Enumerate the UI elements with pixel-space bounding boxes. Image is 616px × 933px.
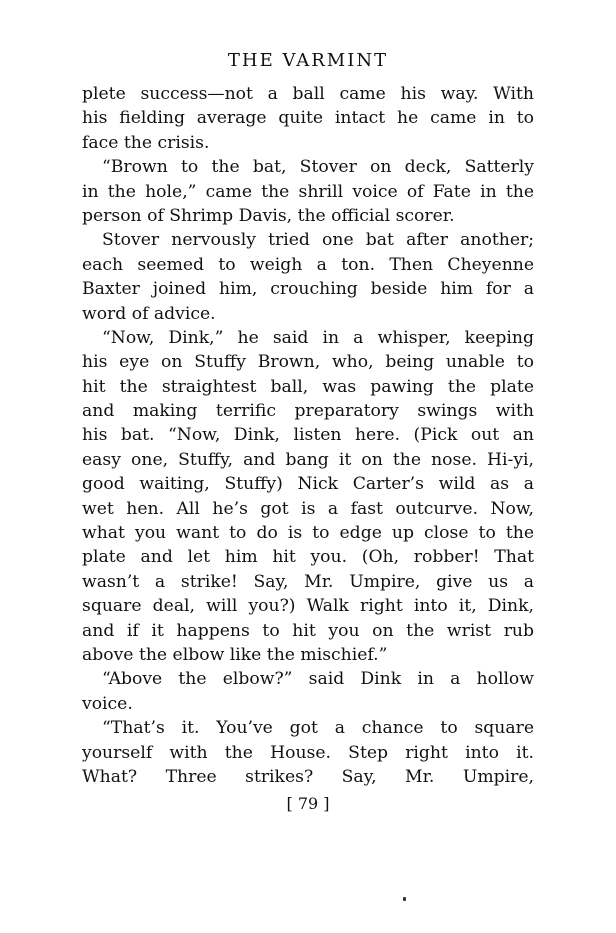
text-line: Stover nervously tried one bat after another; — [102, 230, 534, 251]
text-line: each seemed to weigh a ton. Then Cheyenne — [82, 254, 534, 275]
text-line: and making terrific preparatory swings with — [82, 401, 534, 422]
print-speck — [403, 897, 406, 901]
text-line: easy one, Stuffy, and bang it on the nose. Hi-yi, — [82, 449, 534, 470]
text-line: yourself with the House. Step right into it. — [82, 742, 534, 763]
page-number: [ 79 ] — [286, 794, 330, 813]
paragraph — [82, 326, 534, 667]
text-line: wasn’t a strike! Say, Mr. Umpire, give us a — [82, 571, 534, 592]
text-line: square deal, will you?) Walk right into it, Dink, — [82, 596, 534, 617]
body-text — [82, 82, 534, 789]
paragraph — [82, 155, 534, 228]
text-line: plete success—not a ball came his way. With — [82, 84, 534, 104]
text-line: “Now, Dink,” he said in a whisper, keeping — [102, 327, 534, 348]
text-line: voice. — [82, 693, 133, 714]
text-line: “Above the elbow?” said Dink in a hollow — [102, 669, 534, 690]
paragraph — [82, 82, 534, 155]
text-line: “That’s it. You’ve got a chance to square — [102, 718, 534, 739]
text-line: good waiting, Stuffy) Nick Carter’s wild as a — [82, 474, 534, 495]
text-line: Baxter joined him, crouching beside him for a — [82, 279, 534, 300]
text-line: his fielding average quite intact he came in to — [82, 108, 534, 129]
paragraph — [82, 716, 534, 789]
text-line: “Brown to the bat, Stover on deck, Satterly — [102, 157, 534, 178]
text-line: and if it happens to hit you on the wrist rub — [82, 620, 534, 641]
text-line: what you want to do is to edge up close to the — [82, 523, 534, 544]
text-line: hit the straightest ball, was pawing the plate — [82, 376, 534, 397]
text-line: wet hen. All he’s got is a fast outcurve. Now, — [82, 498, 534, 519]
text-line: his bat. “Now, Dink, listen here. (Pick out an — [82, 425, 534, 446]
text-line: in the hole,” came the shrill voice of Fate in the — [82, 181, 534, 202]
text-line: What? Three strikes? Say, Mr. Umpire, — [82, 766, 534, 787]
text-line: plate and let him hit you. (Oh, robber! That — [82, 547, 534, 568]
paragraph — [82, 667, 534, 716]
text-line: person of Shrimp Davis, the official scorer. — [82, 205, 455, 226]
running-head: THE VARMINT — [227, 50, 389, 71]
paragraph — [82, 228, 534, 326]
text-line: face the crisis. — [82, 132, 210, 153]
text-line: above the elbow like the mischief.” — [82, 644, 388, 665]
text-line: word of advice. — [82, 303, 216, 324]
text-line: his eye on Stuffy Brown, who, being unable to — [82, 352, 534, 373]
